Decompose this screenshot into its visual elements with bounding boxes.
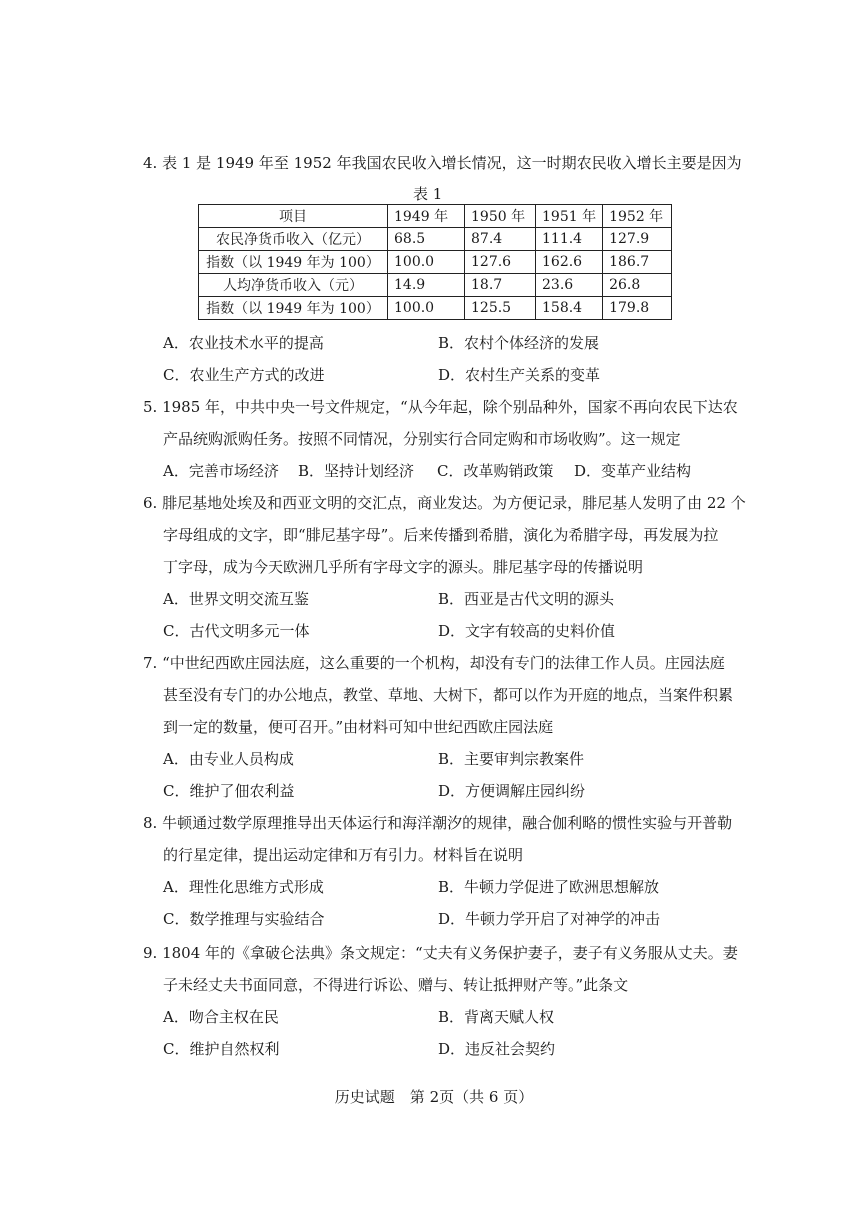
table-header-cell: 1951 年 [536,205,603,228]
table-cell: 农民净货币收入（亿元） [199,228,388,251]
page-footer: 历史试题 第 2页（共 6 页） [334,1088,534,1106]
question-4-stem: 4. 表 1 是 1949 年至 1952 年我国农民收入增长情况，这一时期农民收入增长主要是因为 [143,154,742,172]
table-cell: 26.8 [603,274,672,297]
table-cell: 162.6 [536,251,603,274]
table-cell: 指数（以 1949 年为 100） [199,297,388,320]
option-c: C．维护了佃农利益 [163,782,295,800]
option-b: B．农村个体经济的发展 [438,334,600,352]
question-7-line: 7. “中世纪西欧庄园法庭，这么重要的一个机构，却没有专门的法律工作人员。庄园法庭 [143,654,725,672]
option-c: C．数学推理与实验结合 [163,910,325,928]
table-row [199,274,672,297]
question-8-line: 的行星定律，提出运动定律和万有引力。材料旨在说明 [163,846,524,864]
table-cell: 179.8 [603,297,672,320]
table-cell: 125.5 [465,297,536,320]
table-cell: 18.7 [465,274,536,297]
option-c: C．改革购销政策 [437,462,554,480]
table-cell: 100.0 [388,251,465,274]
income-table [198,204,672,320]
table-cell: 111.4 [536,228,603,251]
table-row [199,228,672,251]
option-c: C．维护自然权利 [163,1040,280,1058]
table-header-cell: 项目 [199,205,388,228]
question-7-line: 到一定的数量，便可召开。”由材料可知中世纪西欧庄园法庭 [163,718,554,736]
question-6-line: 丁字母，成为今天欧洲几乎所有字母文字的源头。腓尼基字母的传播说明 [163,558,644,576]
table-cell: 158.4 [536,297,603,320]
option-a: A．农业技术水平的提高 [163,334,324,352]
question-6-line: 6. 腓尼基地处埃及和西亚文明的交汇点，商业发达。为方便记录，腓尼基人发明了由 22 个 [143,494,746,512]
table-header-cell: 1952 年 [603,205,672,228]
table-cell: 127.9 [603,228,672,251]
option-a: A．世界文明交流互鉴 [163,590,309,608]
table-cell: 14.9 [388,274,465,297]
option-d: D．方便调解庄园纠纷 [438,782,586,800]
option-d: D．文字有较高的史料价值 [438,622,616,640]
table-cell: 87.4 [465,228,536,251]
table-cell: 127.6 [465,251,536,274]
option-c: C．古代文明多元一体 [163,622,310,640]
table-cell: 指数（以 1949 年为 100） [199,251,388,274]
option-a: A．理性化思维方式形成 [163,878,324,896]
question-5-line: 5. 1985 年，中共中央一号文件规定，“从今年起，除个别品种外，国家不再向农民下达农 [143,398,738,416]
option-a: A．吻合主权在民 [163,1008,279,1026]
option-b: B．坚持计划经济 [298,462,415,480]
table-header-cell: 1949 年 [388,205,465,228]
option-d: D．违反社会契约 [438,1040,556,1058]
option-b: B．牛顿力学促进了欧洲思想解放 [438,878,660,896]
option-a: A．由专业人员构成 [163,750,294,768]
question-9-line: 子未经丈夫书面同意，不得进行诉讼、赠与、转让抵押财产等。”此条文 [163,976,629,994]
question-8-line: 8. 牛顿通过数学原理推导出天体运行和海洋潮汐的规律，融合伽利略的惯性实验与开普勒 [143,814,733,832]
option-b: B．西亚是古代文明的源头 [438,590,615,608]
option-b: B．背离天赋人权 [438,1008,555,1026]
table-caption: 表 1 [413,185,443,203]
question-9-line: 9. 1804 年的《拿破仑法典》条文规定：“丈夫有义务保护妻子，妻子有义务服从丈夫。妻 [143,944,738,962]
option-b: B．主要审判宗教案件 [438,750,585,768]
question-6-line: 字母组成的文字，即“腓尼基字母”。后来传播到希腊，演化为希腊字母，再发展为拉 [163,526,719,544]
option-d: D．变革产业结构 [574,462,692,480]
table-cell: 68.5 [388,228,465,251]
table-cell: 人均净货币收入（元） [199,274,388,297]
option-d: D．牛顿力学开启了对神学的冲击 [438,910,661,928]
question-5-line: 产品统购派购任务。按照不同情况，分别实行合同定购和市场收购”。这一规定 [163,430,681,448]
table-row [199,251,672,274]
table-cell: 23.6 [536,274,603,297]
table-header-cell: 1950 年 [465,205,536,228]
question-7-line: 甚至没有专门的办公地点，教堂、草地、大树下，都可以作为开庭的地点，当案件积累 [163,686,734,704]
table-cell: 100.0 [388,297,465,320]
option-a: A．完善市场经济 [163,462,279,480]
option-d: D．农村生产关系的变革 [438,366,601,384]
table-cell: 186.7 [603,251,672,274]
option-c: C．农业生产方式的改进 [163,366,325,384]
table-header-row [199,205,672,228]
table-row [199,297,672,320]
